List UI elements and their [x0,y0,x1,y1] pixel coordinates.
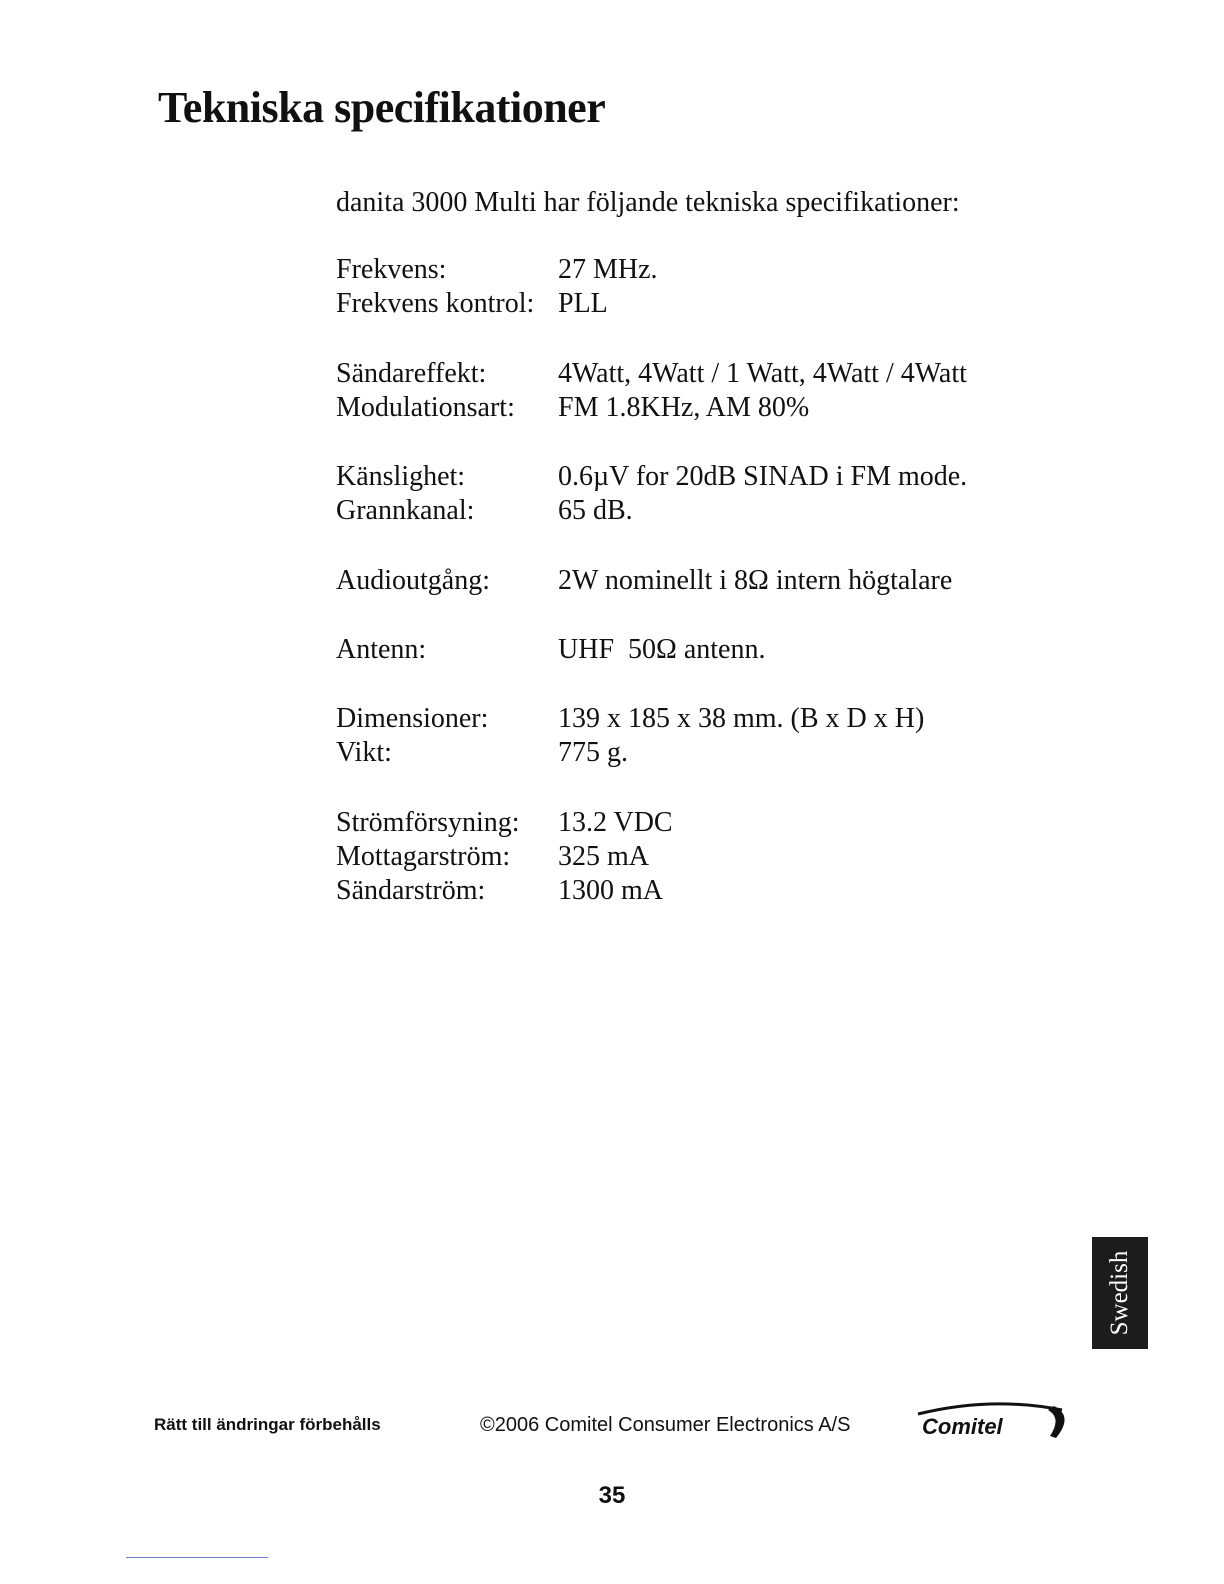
footer-copyright: ©2006 Comitel Consumer Electronics A/S [480,1414,851,1436]
spec-label: Frekvens: [336,254,447,285]
spec-row-frekvens [336,253,1036,287]
spec-label: Mottagarström: [336,841,511,872]
spec-value: 139 x 185 x 38 mm. (B x D x H) [558,703,925,734]
intro-text: danita 3000 Multi har följande tekniska specifikationer: [336,187,960,218]
spec-label: Modulationsart: [336,392,515,423]
spec-row-kanslighet [336,460,1036,494]
spec-row-frekvens-kontrol [336,287,1036,321]
spec-row-antenn [336,633,1036,667]
spec-list [336,0,1036,1584]
spec-value: PLL [558,288,608,319]
spec-value: 4Watt, 4Watt / 1 Watt, 4Watt / 4Watt [558,358,967,389]
spec-label: Frekvens kontrol: [336,288,535,319]
page-number: 35 [598,1482,626,1509]
spec-row-stromforsyning [336,806,1036,840]
language-tab-label: Swedish [1106,1250,1133,1336]
spec-label: Känslighet: [336,461,466,492]
spec-row-grannkanal [336,494,1036,528]
spec-label: Audioutgång: [336,565,490,596]
spec-value: 13.2 VDC [558,807,673,838]
spec-label: Strömförsyning: [336,807,520,838]
spec-value: UHF 50Ω antenn. [558,634,766,665]
spec-value: 27 MHz. [558,254,658,285]
spec-value: 2W nominellt i 8Ω intern högtalare [558,565,953,596]
spec-value: FM 1.8KHz, AM 80% [558,392,810,423]
spec-label: Sändareffekt: [336,358,487,389]
spec-row-audioutgang [336,564,1036,598]
spec-label: Sändarström: [336,875,486,906]
spec-row-sandarstrom [336,874,1036,908]
spec-row-mottagarstrom [336,840,1036,874]
spec-value: 775 g. [558,737,628,768]
logo-text: Comitel [922,1414,1003,1439]
spec-label: Antenn: [336,634,427,665]
spec-row-sandareffekt [336,357,1036,391]
footer-disclaimer: Rätt till ändringar förbehålls [154,1415,381,1434]
spec-label: Dimensioner: [336,703,489,734]
page-title: Tekniska specifikationer [158,83,606,132]
spec-label: Vikt: [336,737,392,768]
spec-value: 1300 mA [558,875,663,906]
spec-label: Grannkanal: [336,495,475,526]
language-tab [1092,1237,1148,1349]
spec-value: 325 mA [558,841,649,872]
spec-value: 65 dB. [558,495,633,526]
spec-value: 0.6µV for 20dB SINAD i FM mode. [558,461,968,492]
comitel-logo [912,1398,1072,1448]
spec-row-dimensioner [336,702,1036,736]
spec-row-modulationsart [336,391,1036,425]
bottom-rule [126,1557,268,1558]
spec-row-vikt [336,736,1036,770]
